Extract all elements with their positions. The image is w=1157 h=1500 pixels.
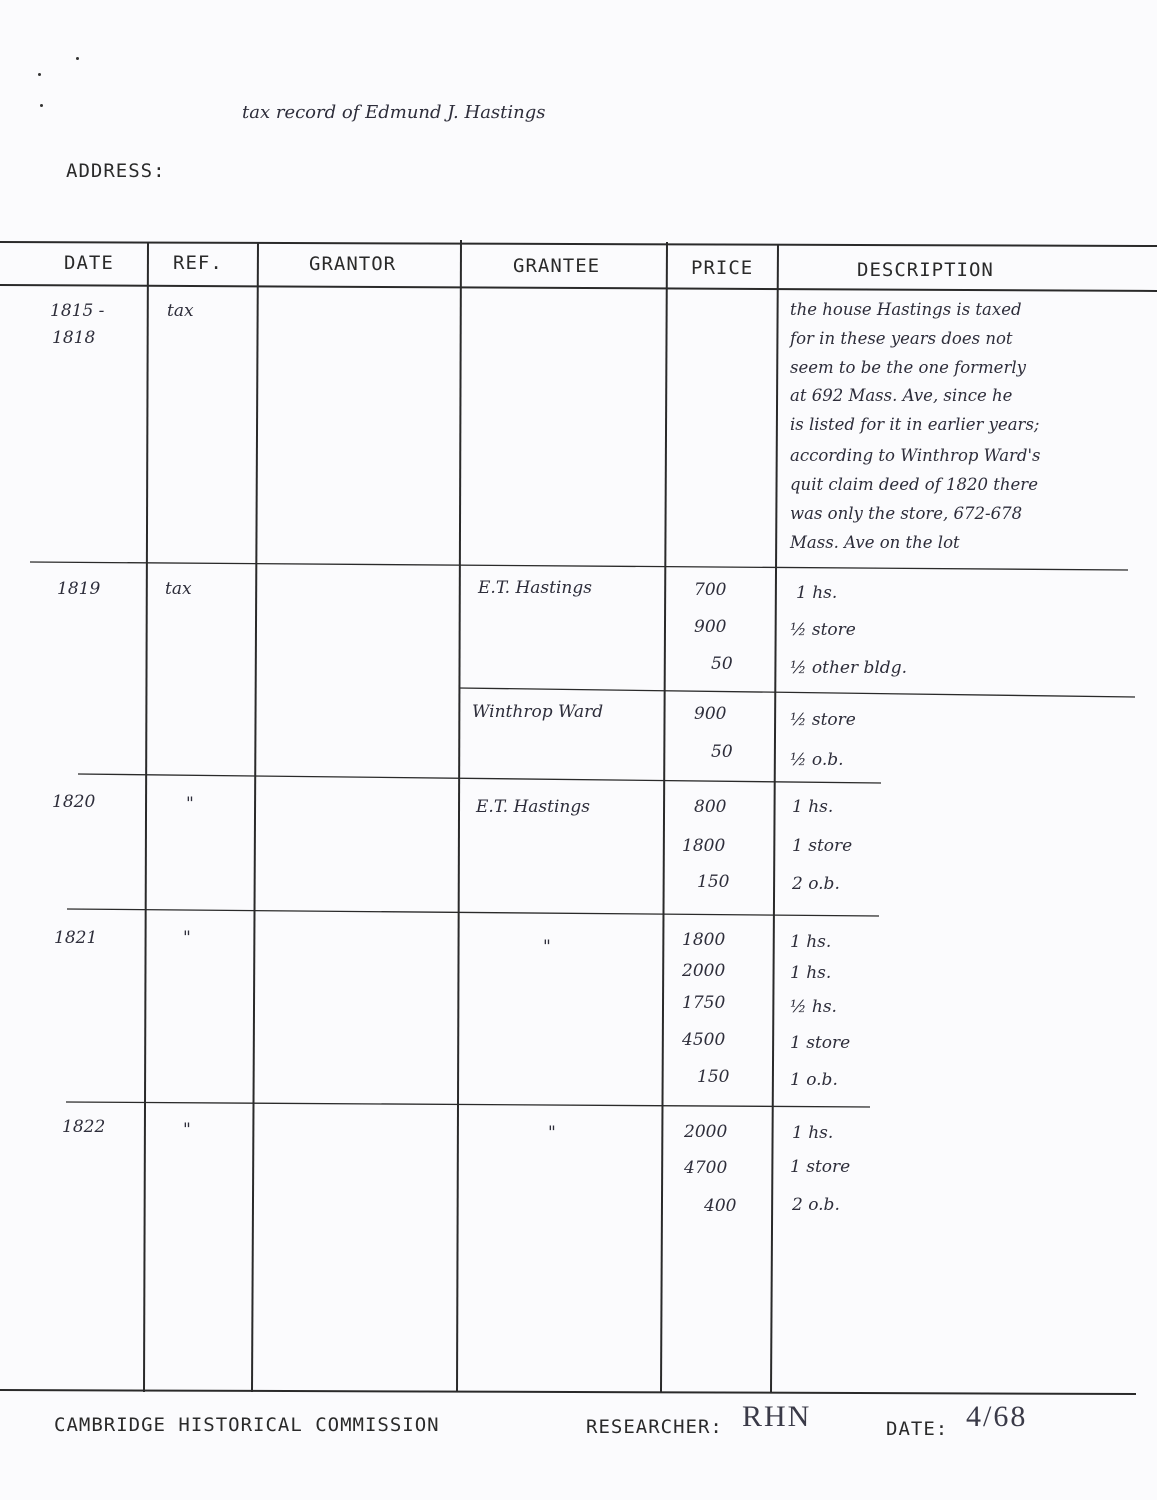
description-line: is listed for it in earlier years; — [790, 415, 1040, 434]
entry-date: 1821 — [54, 928, 98, 948]
entry-price: 900 — [694, 617, 727, 637]
entry-grantee: " — [543, 937, 551, 957]
entry-description: 1 hs. — [790, 963, 832, 983]
entry-date: 1820 — [52, 792, 96, 812]
entry-description: 1 store — [790, 1157, 851, 1177]
entry-date: 1822 — [62, 1117, 106, 1137]
entry-price: 2000 — [684, 1122, 728, 1142]
description-line: the house Hastings is taxed — [790, 300, 1022, 319]
column-header-price: PRICE — [691, 257, 754, 279]
entry-price: 700 — [694, 580, 727, 600]
entry-price: 150 — [697, 1067, 730, 1087]
entry-description: ½ o.b. — [790, 750, 844, 770]
footer-date-value: 4/68 — [966, 1400, 1028, 1433]
entry-description: 1 o.b. — [790, 1070, 838, 1090]
description-line: at 692 Mass. Ave, since he — [790, 386, 1013, 405]
entry-description: 1 store — [792, 836, 853, 856]
entry-grantee: E.T. Hastings — [476, 797, 590, 817]
entry-price: 50 — [711, 742, 733, 762]
entry-ref: " — [183, 928, 191, 948]
entry-price: 1750 — [682, 993, 726, 1013]
column-header-date: DATE — [64, 252, 114, 274]
entry-description: ½ other bldg. — [790, 658, 907, 678]
entry-ref: " — [186, 794, 194, 814]
entry-description: ½ store — [790, 620, 856, 640]
entry-description: 1 hs. — [790, 932, 832, 952]
entry-grantee: Winthrop Ward — [472, 702, 604, 722]
entry-date: 1818 — [52, 328, 96, 348]
entry-ref: " — [183, 1120, 191, 1140]
footer-date-label: DATE: — [886, 1418, 949, 1440]
entry-grantee: E.T. Hastings — [478, 578, 592, 598]
entry-date: 1815 - — [50, 301, 105, 321]
researcher-label: RESEARCHER: — [586, 1416, 723, 1438]
entry-price: 900 — [694, 704, 727, 724]
entry-description: ½ store — [790, 710, 856, 730]
entry-price: 1800 — [682, 836, 726, 856]
description-line: was only the store, 672-678 — [790, 504, 1023, 523]
entry-price: 2000 — [682, 961, 726, 981]
entry-grantee: " — [548, 1123, 556, 1143]
address-label: ADDRESS: — [66, 160, 166, 182]
entry-price: 800 — [694, 797, 727, 817]
description-line: seem to be the one formerly — [790, 358, 1026, 377]
entry-price: 4500 — [682, 1030, 726, 1050]
entry-description: 1 hs. — [792, 1123, 834, 1143]
entry-description: 1 store — [790, 1033, 851, 1053]
column-header-grantee: GRANTEE — [513, 255, 601, 277]
entry-description: 1 hs. — [792, 797, 834, 817]
entry-price: 400 — [704, 1196, 737, 1216]
column-header-description: DESCRIPTION — [857, 259, 994, 281]
description-line: Mass. Ave on the lot — [790, 533, 960, 552]
entry-price: 150 — [697, 872, 730, 892]
entry-description: 1 hs. — [796, 583, 838, 603]
entry-description: 2 o.b. — [792, 1195, 840, 1215]
column-header-ref: REF. — [173, 252, 223, 274]
entry-description: 2 o.b. — [792, 874, 840, 894]
description-line: for in these years does not — [790, 329, 1013, 348]
commission-name: CAMBRIDGE HISTORICAL COMMISSION — [54, 1414, 440, 1436]
column-header-grantor: GRANTOR — [309, 253, 397, 275]
entry-price: 4700 — [684, 1158, 728, 1178]
entry-price: 50 — [711, 654, 733, 674]
entry-ref: tax — [165, 579, 192, 599]
description-line: according to Winthrop Ward's — [790, 446, 1041, 465]
record-title: tax record of Edmund J. Hastings — [242, 102, 546, 123]
description-line: quit claim deed of 1820 there — [790, 475, 1038, 494]
entry-ref: tax — [167, 301, 194, 321]
entry-date: 1819 — [57, 579, 101, 599]
entry-price: 1800 — [682, 930, 726, 950]
entry-description: ½ hs. — [790, 997, 837, 1017]
researcher-value: RHN — [742, 1400, 812, 1433]
